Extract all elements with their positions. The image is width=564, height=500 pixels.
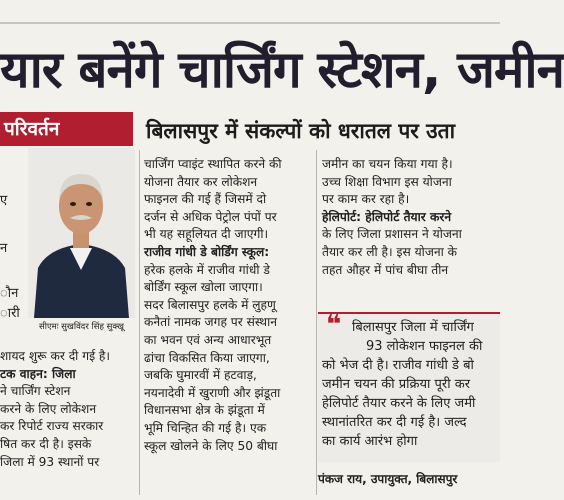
text-line: कर रिपोर्ट राज्य सरकार: [0, 419, 104, 434]
text-line: ने चार्जिंग स्टेशन: [0, 384, 71, 399]
text-line: भी यह सहूलियत दी जाएगी।: [144, 227, 269, 242]
pull-quote-body: [322, 356, 500, 451]
text-line: चार्जिंग प्वाइंट स्थापित करने की: [144, 157, 282, 171]
text-line: षित कर दी है। इसके: [0, 436, 92, 451]
left-fragment: ए: [0, 193, 8, 208]
quote-mark-icon: ❝: [326, 310, 342, 340]
middle-column: [144, 156, 314, 455]
text-line: हरेक हलके में राजीव गांधी डे: [144, 262, 270, 277]
quote-line: जमीन चयन की प्रक्रिया पूरी कर: [322, 377, 471, 392]
text-line: दर्जन से अधिक पेट्रोल पंपों पर: [144, 209, 277, 224]
person-portrait-icon: [28, 148, 135, 318]
left-column: [0, 348, 130, 471]
text-line: योजना तैयार कर लोकेशन: [144, 174, 258, 189]
main-headline: यार बनेंगे चार्जिंग स्टेशन, जमीन: [0, 41, 564, 100]
quote-line: स्थानांतरित कर दी गई है। जल्द: [322, 415, 467, 430]
text-line: राजीव गांधी डे बोर्डिंग स्कूल:: [144, 244, 270, 259]
left-fragment: ारी: [0, 306, 20, 321]
text-line: नयनादेवी में खुराणी और झंडूता: [144, 385, 281, 400]
quote-line: बिलासपुर जिला में चार्जिंग: [352, 320, 474, 335]
text-line: जबकि घुमारवीं में हटवाड़,: [144, 368, 257, 383]
text-line: स्कूल खोलने के लिए 50 बीघा: [144, 438, 278, 453]
left-fragment: न: [0, 241, 8, 256]
text-line: सदर बिलासपुर हलके में लुहणू: [144, 297, 276, 312]
text-line: ढांचा विकसित किया जाएगा,: [144, 350, 270, 365]
photo-caption: सीएमः सुखविंदर सिंह सुक्खू: [39, 322, 124, 332]
column-divider: [139, 150, 140, 495]
text-line: का भवन एवं अन्य आधारभूत: [144, 332, 272, 347]
text-line: टक वाहन: जिला: [0, 366, 76, 381]
text-line: जिला में 93 स्थानों पर: [0, 454, 100, 469]
top-rule: [0, 22, 500, 24]
quote-line: 93 लोकेशन फाइनल की: [366, 339, 483, 354]
quote-line: हेलिपोर्ट तैयार करने के लिए जमी: [322, 396, 476, 411]
section-band: [0, 112, 133, 146]
text-line: जमीन का चयन किया गया है।: [322, 157, 453, 171]
quote-line: को भेज दी है। राजीव गांधी डे बो: [322, 358, 474, 373]
text-line: तैयार कर ली है। इस योजना के: [322, 244, 458, 259]
text-line: उच्च शिक्षा विभाग इस योजना: [322, 174, 452, 189]
text-line: फाइनल की गई हैं जिसमें दो: [144, 192, 267, 207]
text-line: के लिए जिला प्रशासन ने योजना: [322, 227, 462, 242]
right-column: [322, 156, 500, 279]
text-line: तहत औहर में पांच बीघा तीन: [322, 262, 449, 277]
left-fragment: ौन: [0, 286, 19, 301]
sub-headline: बिलासपुर में संकल्पों को धरातल पर उता: [146, 119, 456, 143]
text-line: हेलिपोर्ट: हेलिपोर्ट तैयार करने: [322, 209, 452, 224]
text-line: पर काम कर रहा है।: [322, 192, 410, 207]
text-line: विधानसभा क्षेत्र के झंडूता में: [144, 403, 265, 418]
text-line: शायद शुरू कर दी गई है।: [0, 349, 111, 363]
column-divider: [316, 150, 317, 495]
text-line: भूमि चिन्हित की गई है। एक: [144, 420, 267, 435]
quote-line: का कार्य आरंभ होगा: [322, 434, 418, 449]
portrait-photo: [28, 148, 135, 318]
text-line: कनैतां नामक जगह पर संस्थान: [144, 315, 278, 330]
text-line: बोर्डिंग स्कूल खोला जाएगा।: [144, 280, 263, 295]
text-line: करने के लिए लोकेशन: [0, 401, 97, 416]
section-band-label: परिवर्तन: [4, 118, 60, 140]
pull-quote-first: [352, 318, 500, 356]
quote-byline: पंकज राय, उपायुक्त, बिलासपुर: [318, 472, 458, 486]
pull-quote-rule: [318, 312, 500, 314]
